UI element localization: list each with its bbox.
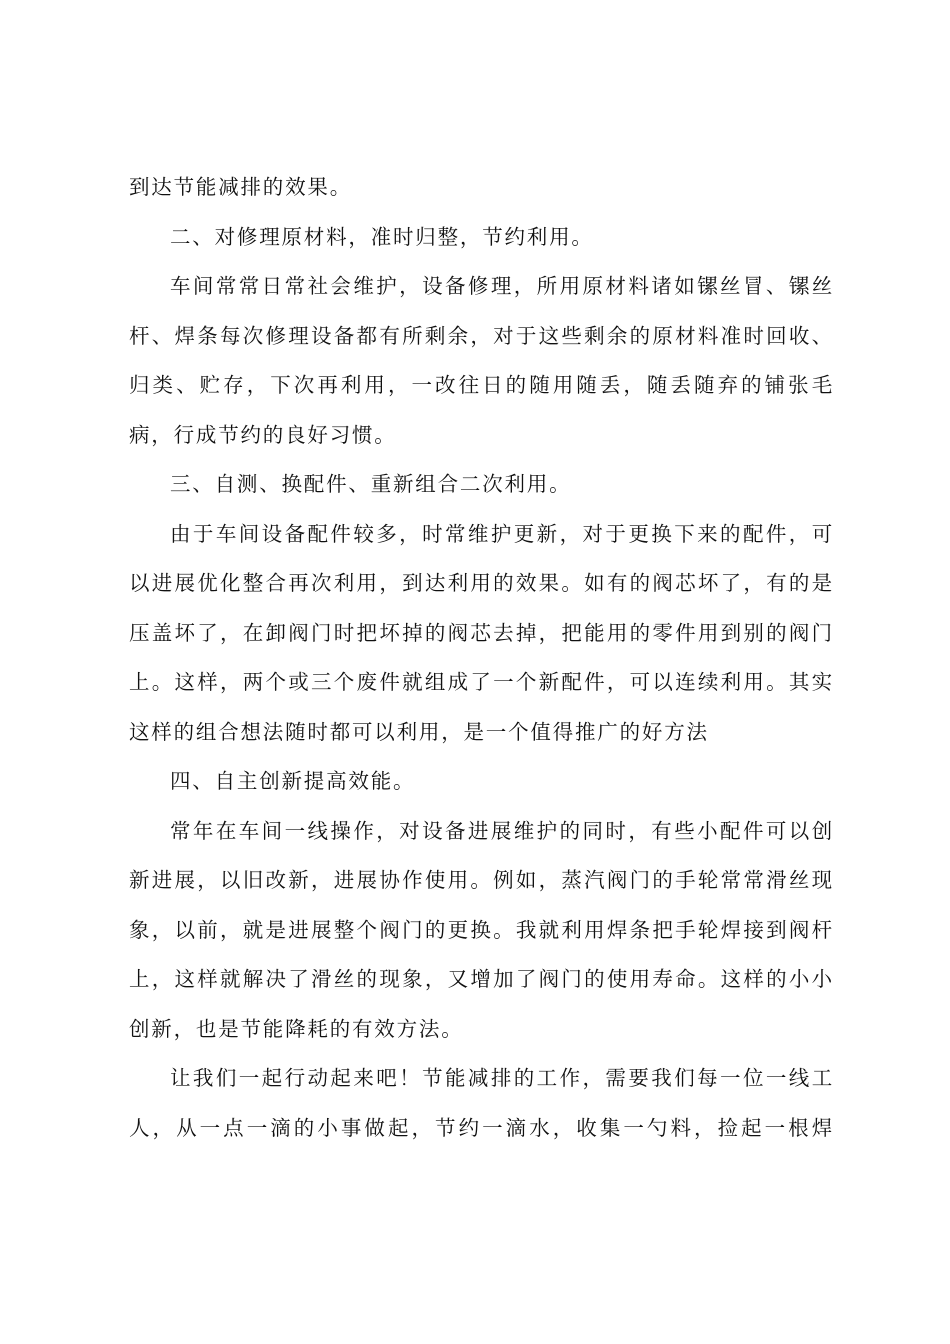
section-heading-2: 二、对修理原材料，准时归整，节约利用。 [170, 224, 594, 249]
section-heading-4: 四、自主创新提高效能。 [170, 769, 416, 793]
paragraph-materials: 车间常常日常社会维护，设备修理，所用原材料诸如镙丝冒、镙丝杆、焊条每次修理设备都有所剩余，对于这些剩余的原材料准时回收、归类、贮存，下次再利用，一改往日的随用随丢，随丢随弃的铺张毛病，行成节约的良好习惯。 [129, 274, 834, 447]
paragraph-innovation: 常年在车间一线操作，对设备进展维护的同时，有些小配件可以创新进展，以旧改新，进展协作使用。例如，蒸汽阀门的手轮常常滑丝现象，以前，就是进展整个阀门的更换。我就利用焊条把手轮焊接到阀杆上，这样就解决了滑丝的现象，又增加了阀门的使用寿命。这样的小小创新，也是节能降耗的有效方法。 [129, 818, 834, 1041]
section-heading-3: 三、自测、换配件、重新组合二次利用。 [170, 472, 572, 496]
paragraph-call-to-action: 让我们一起行动起来吧！节能减排的工作，需要我们每一位一线工人，从一点一滴的小事做起，节约一滴水，收集一勺料，捡起一根焊 [129, 1066, 834, 1140]
paragraph-continuation: 到达节能减排的效果。 [129, 175, 352, 199]
document-body [129, 163, 834, 1153]
paragraph-parts-reuse: 由于车间设备配件较多，时常维护更新，对于更换下来的配件，可以进展优化整合再次利用，到达利用的效果。如有的阀芯坏了，有的是压盖坏了，在卸阀门时把坏掉的阀芯去掉，把能用的零件用到别的阀门上。这样，两个或三个废件就组成了一个新配件，可以连续利用。其实这样的组合想法随时都可以利用，是一个值得推广的好方法 [129, 521, 834, 744]
